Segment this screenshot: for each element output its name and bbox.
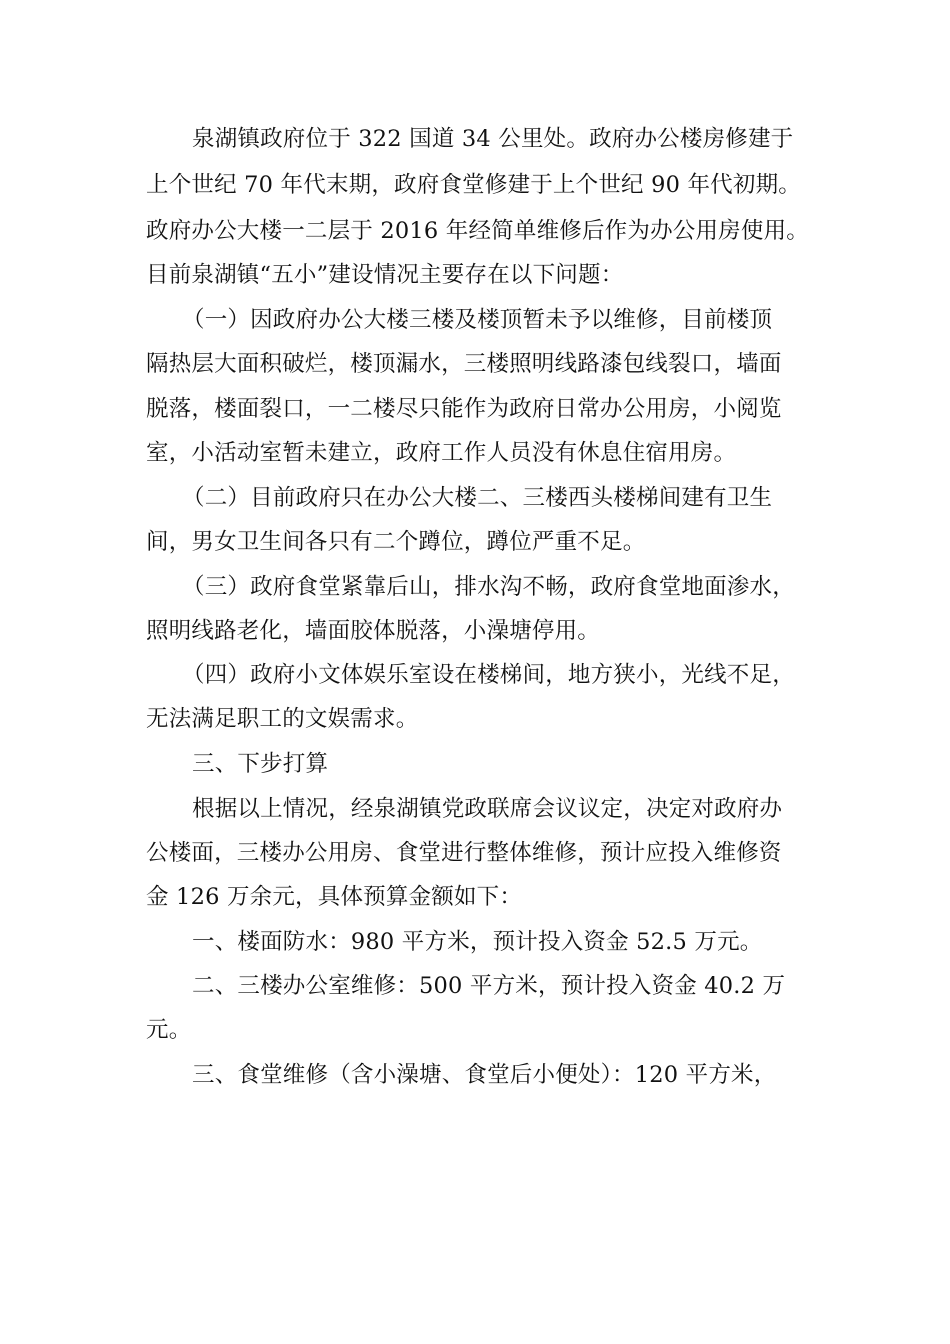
item-1-line-1: （一）因政府办公大楼三楼及楼顶暂未予以维修，目前楼顶 — [182, 307, 773, 333]
item-1-line-3: 脱落，楼面裂口，一二楼尽只能作为政府日常办公用房，小阅览 — [146, 396, 782, 422]
item-4-line-2: 无法满足职工的文娱需求。 — [146, 706, 419, 732]
plan-paragraph-line-3: 金 126 万余元，具体预算金额如下： — [146, 884, 523, 910]
budget-item-2-line-2: 元。 — [146, 1017, 192, 1043]
budget-item-3-line-1: 三、食堂维修（含小澡塘、食堂后小便处）：120 平方米， — [192, 1062, 777, 1088]
item-3-line-1: （三）政府食堂紧靠后山，排水沟不畅，政府食堂地面渗水， — [182, 574, 795, 600]
plan-paragraph-line-1: 根据以上情况，经泉湖镇党政联席会议议定，决定对政府办 — [192, 796, 783, 822]
plan-paragraph-line-2: 公楼面，三楼办公用房、食堂进行整体维修，预计应投入维修资 — [146, 840, 782, 866]
section-heading-next-steps: 三、下步打算 — [192, 751, 329, 777]
item-1-line-2: 隔热层大面积破烂，楼顶漏水，三楼照明线路漆包线裂口，墙面 — [146, 351, 782, 377]
item-3-line-2: 照明线路老化，墙面胶体脱落，小澡塘停用。 — [146, 618, 601, 644]
paragraph-1-line-4: 目前泉湖镇“五小”建设情况主要存在以下问题： — [146, 262, 624, 288]
item-2-line-1: （二）目前政府只在办公大楼二、三楼西头楼梯间建有卫生 — [182, 485, 773, 511]
paragraph-1-line-2: 上个世纪 70 年代末期，政府食堂修建于上个世纪 90 年代初期。 — [146, 172, 801, 198]
item-4-line-1: （四）政府小文体娱乐室设在楼梯间，地方狭小，光线不足， — [182, 662, 795, 688]
budget-item-2-line-1: 二、三楼办公室维修：500 平方米，预计投入资金 40.2 万 — [192, 973, 786, 999]
item-1-line-4: 室，小活动室暂未建立，政府工作人员没有休息住宿用房。 — [146, 440, 737, 466]
item-2-line-2: 间，男女卫生间各只有二个蹲位，蹲位严重不足。 — [146, 529, 646, 555]
paragraph-1-line-1: 泉湖镇政府位于 322 国道 34 公里处。政府办公楼房修建于 — [192, 126, 794, 152]
paragraph-1-line-3: 政府办公大楼一二层于 2016 年经简单维修后作为办公用房使用。 — [146, 218, 809, 244]
budget-item-1: 一、楼面防水：980 平方米，预计投入资金 52.5 万元。 — [192, 929, 763, 955]
